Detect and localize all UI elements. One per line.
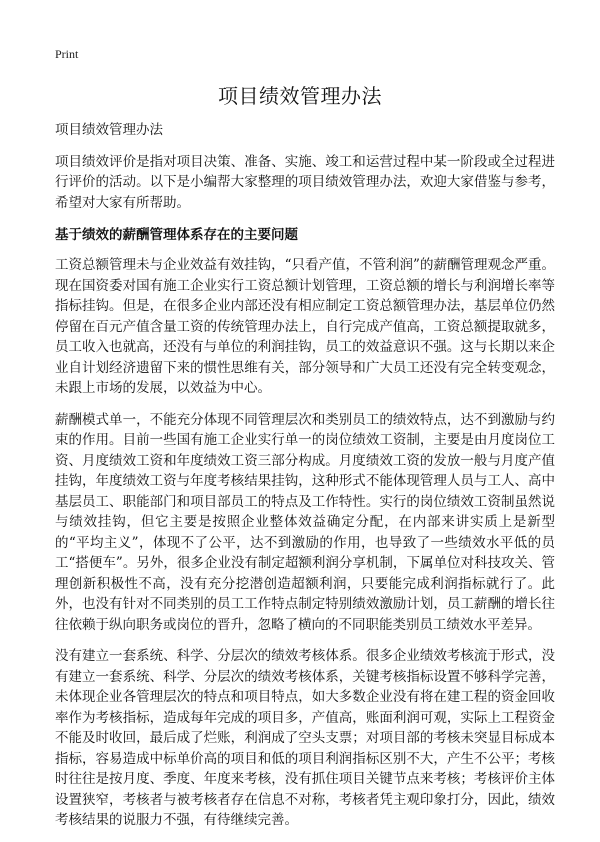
body-paragraph: 工资总额管理未与企业效益有效挂钩，“只看产值，不管利润”的薪酬管理观念严重。现在国资委对国有施工企业实行工资总额计划管理，工资总额的增长与利润增长率等指标挂钩。但是，在很多企业内部还没有相应制定工资总额管理办法，基层单位仍然停留在百元产值含量工资的传统管理办法上，自行完成产值高，工资总额提取就多，员工收入也就高，还没有与单位的利润挂钩，员工的效益意识不强。这与长期以来企业自计划经济遗留下来的惯性思维有关，部分领导和广大员工还没有完全转变观念，未跟上市场的发展，以效益为中心。 xyxy=(55,257,555,396)
section-heading: 基于绩效的薪酬管理体系存在的主要问题 xyxy=(55,227,298,243)
body-paragraph: 没有建立一套系统、科学、分层次的绩效考核体系。很多企业绩效考核流于形式，没有建立一套系统、科学、分层次的绩效考核体系，关键考核指标设置不够科学完善，未体现企业各管理层次的特点和项目特点，如大多数企业没有将在建工程的资金回收率作为考核指标，造成每年完成的项目多，产值高，账面利润可观，实际上工程资金不能及时收回，最后成了烂账，利润成了空头支票；对项目部的考核未突显目标成本指标，容易造成中标单价高的项目和低的项目利润指标区别不大，产生不公平；考核时往往是按月度、季度、年度来考核，没有抓住项目关键节点来考核；考核评价主体设置狭窄，考核者与被考核者存在信息不对称，考核者凭主观印象打分，因此，绩效考核结果的说服力不强，有待继续完善。 xyxy=(55,648,555,828)
document-subtitle: 项目绩效管理办法 xyxy=(55,122,163,138)
document-body xyxy=(55,120,555,842)
intro-paragraph: 项目绩效评价是指对项目决策、准备、实施、竣工和运营过程中某一阶段或全过程进行评价的活动。以下是小编帮大家整理的项目绩效管理办法，欢迎大家借鉴与参考，希望对大家有所帮助。 xyxy=(55,153,555,211)
print-link[interactable]: Print xyxy=(55,47,79,61)
document-title: 项目绩效管理办法 xyxy=(218,84,382,108)
body-paragraph: 薪酬模式单一，不能充分体现不同管理层次和类别员工的绩效特点，达不到激励与约束的作用。目前一些国有施工企业实行单一的岗位绩效工资制，主要是由月度岗位工资、月度绩效工资和年度绩效工资三部分构成。月度绩效工资的发放一般与月度产值挂钩，年度绩效工资与年度考核结果挂钩，这种形式不能体现管理人员与工人、高中基层员工、职能部门和项目部员工的特点及工作特性。实行的岗位绩效工资制虽然说与绩效挂钩，但它主要是按照企业整体效益确定分配，在内部来讲实质上是新型的“平均主义”，体现不了公平，达不到激励的作用，也导致了一些绩效水平低的员工“搭便车”。另外，很多企业没有制定超额利润分享机制，下属单位对科技攻关、管理创新积极性不高，没有充分挖潜创造超额利润，只要能完成利润指标就行了。此外，也没有针对不同类别的员工工作特点制定特别绩效激励计划，员工薪酬的增长往往依赖于纵向职务或岗位的晋升，忽略了横向的不同职能类别员工绩效水平差异。 xyxy=(55,411,555,633)
